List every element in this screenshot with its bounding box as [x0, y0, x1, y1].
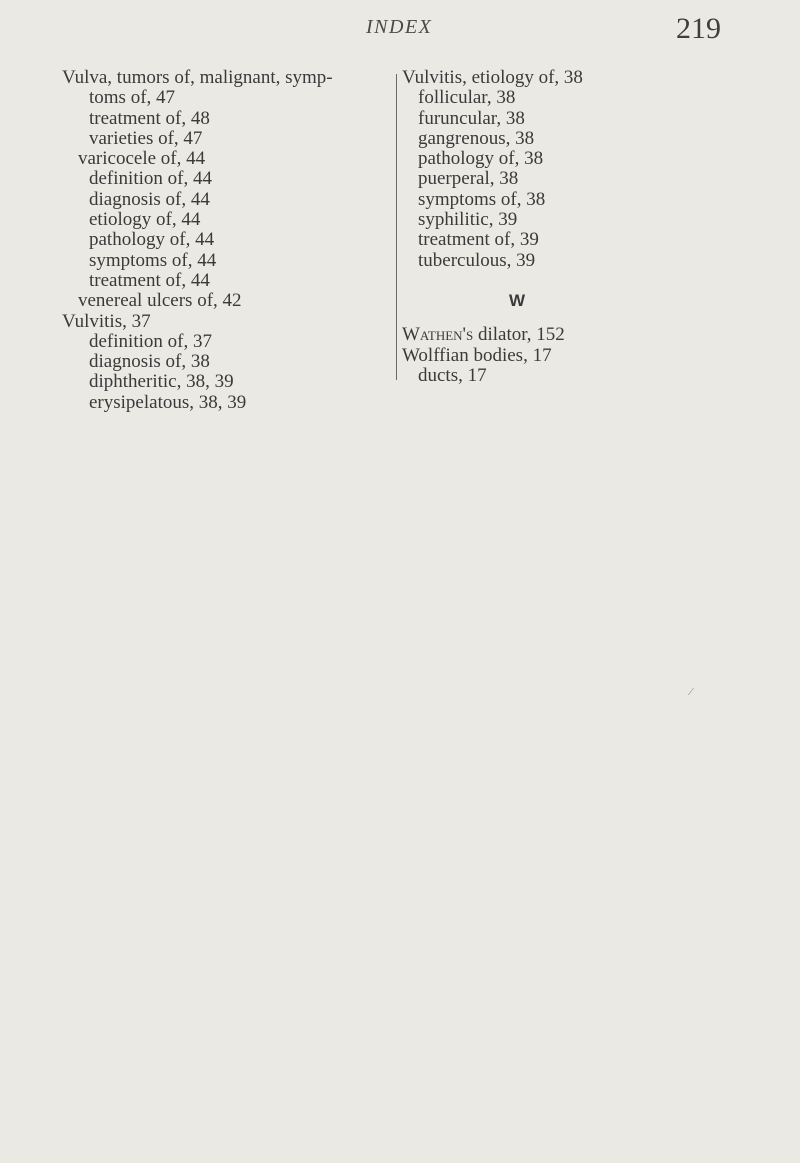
- index-entry: treatment of, 48: [89, 107, 210, 129]
- column-divider: [396, 74, 397, 380]
- index-entry: toms of, 47: [89, 87, 176, 109]
- index-entry: varicocele of, 44: [78, 148, 206, 170]
- index-entry: furuncular, 38: [418, 107, 525, 129]
- section-letter-heading: W: [508, 290, 526, 310]
- index-entry: tuberculous, 39: [418, 249, 536, 271]
- index-column-right: [402, 68, 652, 386]
- index-entry: definition of, 44: [89, 168, 212, 190]
- index-entry: Vulvitis, 37: [62, 310, 151, 332]
- index-entry: gangrenous, 38: [418, 127, 535, 149]
- index-entry: puerperal, 38: [418, 168, 519, 190]
- index-entry: Vulva, tumors of, malignant, symp-: [62, 67, 333, 88]
- index-entry: diagnosis of, 44: [89, 188, 210, 210]
- index-entry: Wolffian bodies, 17: [402, 344, 552, 366]
- index-entry: symptoms of, 44: [89, 249, 217, 271]
- index-entry: pathology of, 38: [418, 148, 544, 170]
- page-number: 219: [676, 12, 721, 45]
- index-entry: diphtheritic, 38, 39: [89, 371, 234, 393]
- index-entry: symptoms of, 38: [418, 188, 546, 210]
- index-entry: definition of, 37: [89, 330, 212, 352]
- index-column-left: [62, 68, 397, 413]
- index-entry: syphilitic, 39: [418, 209, 518, 231]
- index-entry: treatment of, 44: [89, 269, 210, 291]
- index-entry: ducts, 17: [418, 364, 487, 386]
- index-group-w: [402, 325, 652, 386]
- index-entry: pathology of, 44: [89, 229, 215, 251]
- index-entry: Wathen's dilator, 152: [402, 324, 565, 346]
- running-head: INDEX: [366, 16, 433, 38]
- index-entry: varieties of, 47: [89, 127, 203, 149]
- index-entry: venereal ulcers of, 42: [78, 290, 242, 312]
- paper-mark: ⁄: [690, 686, 692, 698]
- index-group-v: [402, 68, 652, 271]
- index-entry: diagnosis of, 38: [89, 351, 210, 373]
- index-entry: treatment of, 39: [418, 229, 539, 251]
- index-entry: erysipelatous, 38, 39: [89, 391, 247, 413]
- index-entry: Vulvitis, etiology of, 38: [402, 67, 583, 88]
- index-entry: follicular, 38: [418, 87, 516, 109]
- index-entry: etiology of, 44: [89, 209, 201, 231]
